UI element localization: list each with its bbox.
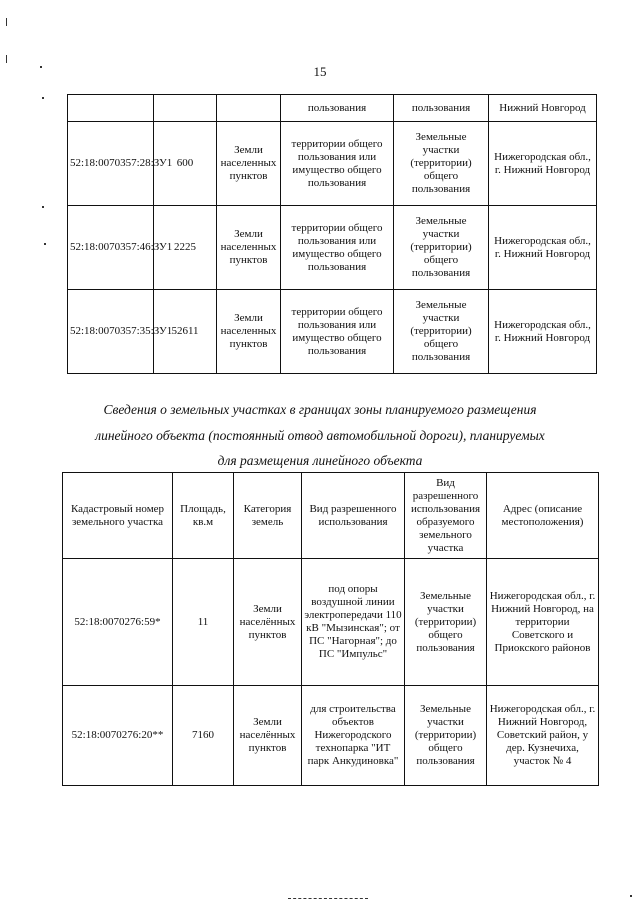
table-row bbox=[63, 559, 599, 686]
land-category-cell: Земли населённых пунктов bbox=[234, 559, 302, 686]
column-header: Кадастровый номер земельного участка bbox=[63, 473, 173, 559]
permitted-use-cell: для строительства объектов Нижегородского технопарка "ИТ парк Анкудиновка" bbox=[302, 686, 405, 786]
footer-rule bbox=[288, 898, 368, 899]
table-row bbox=[68, 122, 597, 206]
table-cell: пользования bbox=[394, 95, 489, 122]
column-header: Адрес (описание местоположения) bbox=[487, 473, 599, 559]
column-header: Вид разрешенного использования образуемого земельного участка bbox=[405, 473, 487, 559]
area-cell: 2225 bbox=[154, 206, 217, 290]
section-heading-line-1: Сведения о земельных участках в границах зоны планируемого размещения bbox=[103, 402, 537, 417]
page-number: 15 bbox=[313, 64, 327, 79]
table-cell bbox=[68, 95, 154, 122]
planned-land-plots-table bbox=[62, 472, 599, 786]
margin-mark bbox=[42, 206, 44, 208]
margin-mark bbox=[630, 895, 632, 897]
address-cell: Нижегородская обл., г. Нижний Новгород bbox=[489, 206, 597, 290]
cadastral-number-cell: 52:18:0070276:59* bbox=[63, 559, 173, 686]
land-category-cell: Земли населенных пунктов bbox=[217, 122, 281, 206]
table-cell: Нижний Новгород bbox=[489, 95, 597, 122]
permitted-use-cell: территории общего пользования или имущество общего пользования bbox=[281, 122, 394, 206]
area-cell: 7160 bbox=[173, 686, 234, 786]
address-cell: Нижегородская обл., г. Нижний Новгород, на территории Советского и Приокского районов bbox=[487, 559, 599, 686]
cadastral-number-cell: 52:18:0070357:35:ЗУ1 bbox=[68, 290, 154, 374]
cadastral-number-cell: 52:18:0070276:20** bbox=[63, 686, 173, 786]
table-row bbox=[68, 290, 597, 374]
cadastral-number-cell: 52:18:0070357:46:ЗУ1 bbox=[68, 206, 154, 290]
formed-plot-use-cell: Земельные участки (территории) общего пользования bbox=[405, 686, 487, 786]
formed-plot-use-cell: Земельные участки (территории) общего пользования bbox=[394, 206, 489, 290]
section-heading-line-2: линейного объекта (постоянный отвод автомобильной дороги), планируемых bbox=[95, 428, 545, 443]
formed-plot-use-cell: Земельные участки (территории) общего пользования bbox=[394, 290, 489, 374]
column-header: Вид разрешенного использования bbox=[302, 473, 405, 559]
table-cell bbox=[217, 95, 281, 122]
column-header: Категория земель bbox=[234, 473, 302, 559]
land-category-cell: Земли населенных пунктов bbox=[217, 290, 281, 374]
permitted-use-cell: под опоры воздушной линии электропередачи 110 кВ "Мызинская"; от ПС "Нагорная"; до ПС "Импульс" bbox=[302, 559, 405, 686]
formed-plot-use-cell: Земельные участки (территории) общего пользования bbox=[394, 122, 489, 206]
land-category-cell: Земли населенных пунктов bbox=[217, 206, 281, 290]
margin-mark bbox=[42, 97, 44, 99]
land-plots-table-continued bbox=[67, 94, 597, 374]
table-row bbox=[68, 206, 597, 290]
cadastral-number-cell: 52:18:0070357:28:ЗУ1 bbox=[68, 122, 154, 206]
margin-mark bbox=[40, 66, 42, 68]
area-cell: 600 bbox=[154, 122, 217, 206]
section-heading-line-3: для размещения линейного объекта bbox=[217, 453, 423, 468]
formed-plot-use-cell: Земельные участки (территории) общего пользования bbox=[405, 559, 487, 686]
margin-mark bbox=[44, 243, 46, 245]
margin-mark bbox=[6, 55, 7, 63]
address-cell: Нижегородская обл., г. Нижний Новгород bbox=[489, 122, 597, 206]
permitted-use-cell: территории общего пользования или имущество общего пользования bbox=[281, 290, 394, 374]
table-row bbox=[63, 686, 599, 786]
table-row bbox=[68, 95, 597, 122]
table-header-row bbox=[63, 473, 599, 559]
area-cell: 52611 bbox=[154, 290, 217, 374]
permitted-use-cell: территории общего пользования или имущество общего пользования bbox=[281, 206, 394, 290]
margin-mark bbox=[6, 18, 7, 26]
column-header: Площадь, кв.м bbox=[173, 473, 234, 559]
address-cell: Нижегородская обл., г. Нижний Новгород, Советский район, у дер. Кузнечиха, участок № 4 bbox=[487, 686, 599, 786]
table-cell bbox=[154, 95, 217, 122]
table-cell: пользования bbox=[281, 95, 394, 122]
address-cell: Нижегородская обл., г. Нижний Новгород bbox=[489, 290, 597, 374]
area-cell: 11 bbox=[173, 559, 234, 686]
land-category-cell: Земли населённых пунктов bbox=[234, 686, 302, 786]
